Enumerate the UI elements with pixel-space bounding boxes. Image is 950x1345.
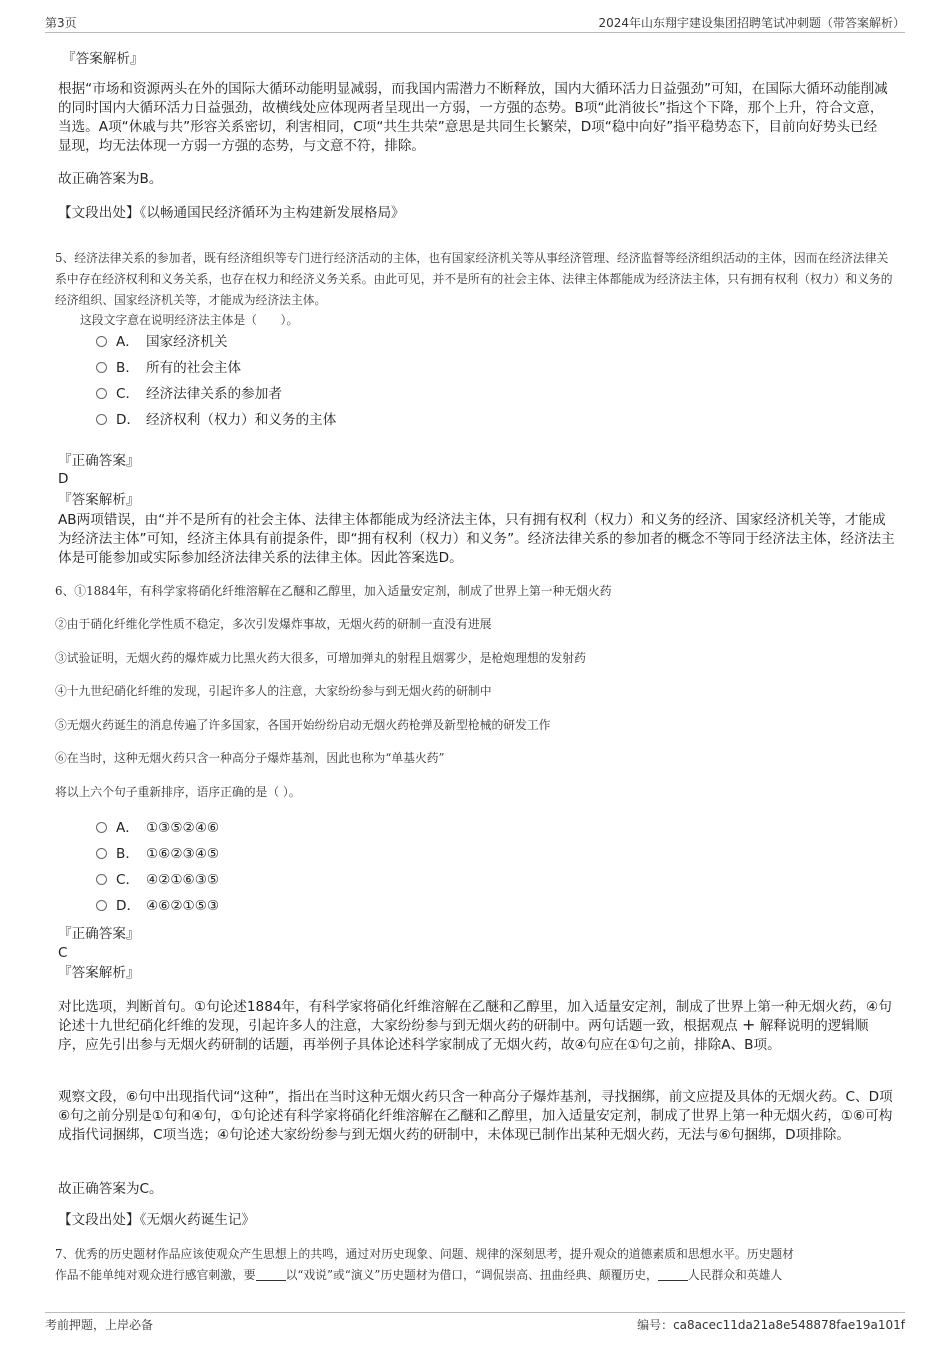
q5-option-c[interactable]: C． 经济法律关系的参加者	[96, 384, 282, 404]
q6-option-a[interactable]: A． ①③⑤②④⑥	[96, 818, 219, 838]
page-number: 第3页	[45, 16, 77, 30]
page-header	[45, 14, 905, 33]
q6-sentence-2: ②由于硝化纤维化学性质不稳定，多次引发爆炸事故，无烟火药的研制一直没有进展	[55, 617, 492, 631]
radio-icon[interactable]	[96, 336, 107, 347]
q5-option-b[interactable]: B． 所有的社会主体	[96, 358, 241, 378]
page-footer	[45, 1312, 905, 1336]
q4-analysis-label: 『答案解析』	[62, 51, 144, 67]
q6-sentence-5: ⑤无烟火药诞生的消息传遍了许多国家，各国开始纷纷启动无烟火药枪弹及新型枪械的研发工作	[55, 718, 551, 732]
q6-answer: C	[58, 945, 68, 961]
document-code: 编号：ca8acec11da21a8e548878fae19a101f	[637, 1318, 905, 1332]
q6-source: 【文段出处】《无烟火药诞生记》	[58, 1212, 256, 1228]
q5-question: 这段文字意在说明经济法主体是（ ）。	[80, 313, 299, 327]
radio-icon[interactable]	[96, 822, 107, 833]
q5-option-d[interactable]: D． 经济权利（权力）和义务的主体	[96, 410, 336, 430]
radio-icon[interactable]	[96, 388, 107, 399]
q6-sentence-6: ⑥在当时，这种无烟火药只含一种高分子爆炸基剂，因此也称为“单基火药”	[55, 751, 445, 765]
q4-conclusion: 故正确答案为B。	[58, 171, 163, 187]
q6-sentence-4: ④十九世纪硝化纤维的发现，引起许多人的注意，大家纷纷参与到无烟火药的研制中	[55, 684, 492, 698]
answer-blank	[256, 1268, 286, 1281]
cross-mark: +	[742, 1015, 756, 1034]
radio-icon[interactable]	[96, 874, 107, 885]
q5-analysis-text: AB两项错误，由“并不是所有的社会主体、法律主体都能成为经济法主体，只有拥有权利（权力）和义务的经济、国家经济机关等，才能成为经济法主体”可知，经济主体具有前提条件，即“拥有权利（权力）和义务”。经济法律关系的参加者的概念不等同于经济法主体，经济法主体是可能参加或实际参加经济法律关系的法律主体。因此答案选D。	[58, 512, 895, 566]
q6-analysis-label: 『答案解析』	[58, 965, 140, 981]
answer-blank	[658, 1268, 688, 1281]
q6-analysis-para-1: 对比选项，判断首句。①句论述1884年，有科学家将硝化纤维溶解在乙醚和乙醇里，加入适量安定剂，制成了世界上第一种无烟火药，④句论述十九世纪硝化纤维的发现，引起许多人的注意，大家纷纷参与到无烟火药的研制中。两句话题一致，根据观点 + 解释说明的逻辑顺序，应先引出参与无烟火药研制的话题，再举例子具体论述科学家制成了无烟火药，故④句应在①句之前，排除A、B项。	[58, 999, 892, 1053]
radio-icon[interactable]	[96, 362, 107, 373]
q7-line-1: 7、优秀的历史题材作品应该使观众产生思想上的共鸣，通过对历史现象、问题、规律的深刻思考，提升观众的道德素质和思想水平。历史题材	[55, 1247, 794, 1261]
footer-slogan: 考前押题，上岸必备	[45, 1318, 154, 1332]
radio-icon[interactable]	[96, 414, 107, 425]
q5-answer: D	[58, 471, 69, 487]
q4-analysis-text: 根据“市场和资源两头在外的国际大循环动能明显减弱，而我国内需潜力不断释放，国内大循环活力日益强劲”可知，在国际大循环动能削减的同时国内大循环活力日益强劲，故横线处应体现两者呈现出一方弱，一方强的态势。B项“此消彼长”指这个下降，那个上升，符合文意，当选。A项“休戚与共”形容关系密切，利害相同，C项“共生共荣”意思是共同生长繁荣，D项“稳中向好”指平稳势态下，目前向好势头已经显现，均无法体现一方弱一方强的态势，与文意不符，排除。	[58, 81, 888, 154]
q5-answer-label: 『正确答案』	[58, 453, 140, 469]
q6-conclusion: 故正确答案为C。	[58, 1181, 163, 1197]
q7-line-2: 作品不能单纯对观众进行感官刺激，要 以“戏说”或“演义”历史题材为借口，“调侃崇高、扭曲经典、颠覆历史， 人民群众和英雄人	[55, 1268, 783, 1282]
q6-sentence-1: 6、①1884年，有科学家将硝化纤维溶解在乙醚和乙醇里，加入适量安定剂，制成了世界上第一种无烟火药	[55, 584, 612, 598]
q6-option-c[interactable]: C． ④②①⑥③⑤	[96, 870, 219, 890]
q6-sentence-3: ③试验证明，无烟火药的爆炸威力比黑火药大很多，可增加弹丸的射程且烟雾少，是枪炮理想的发射药	[55, 651, 586, 665]
q6-answer-label: 『正确答案』	[58, 926, 140, 942]
q4-source: 【文段出处】《以畅通国民经济循环为主构建新发展格局》	[58, 205, 405, 221]
q6-option-b[interactable]: B． ①⑥②③④⑤	[96, 844, 219, 864]
document-title: 2024年山东翔宇建设集团招聘笔试冲刺题（带答案解析）	[598, 16, 905, 30]
q6-analysis-para-2: 观察文段，⑥句中出现指代词“这种”，指出在当时这种无烟火药只含一种高分子爆炸基剂，寻找捆绑，前文应提及具体的无烟火药。C、D项⑥句之前分别是①句和④句，①句论述有科学家将硝化纤维溶解在乙醚和乙醇里，加入适量安定剂，制成了世界上第一种无烟火药，①⑥可构成指代词捆绑，C项当选；④句论述大家纷纷参与到无烟火药的研制中，未体现已制作出某种无烟火药，无法与⑥句捆绑，D项排除。	[58, 1089, 893, 1143]
radio-icon[interactable]	[96, 848, 107, 859]
radio-icon[interactable]	[96, 900, 107, 911]
q6-question: 将以上六个句子重新排序，语序正确的是（ ）。	[55, 785, 301, 799]
q6-option-d[interactable]: D． ④⑥②①⑤③	[96, 896, 219, 916]
q5-analysis-label: 『答案解析』	[58, 492, 140, 508]
q5-option-a[interactable]: A． 国家经济机关	[96, 332, 228, 352]
q5-stem: 5、经济法律关系的参加者，既有经济组织等专门进行经济活动的主体，也有国家经济机关等从事经济管理、经济监督等经济组织活动的主体，因而在经济法律关系中存在经济权利和义务关系，也存在权力和经济义务关系。由此可见，并不是所有的社会主体、法律主体都能成为经济法主体，只有拥有权利（权力）和义务的经济组织、国家经济机关等，才能成为经济法主体。	[55, 251, 893, 307]
